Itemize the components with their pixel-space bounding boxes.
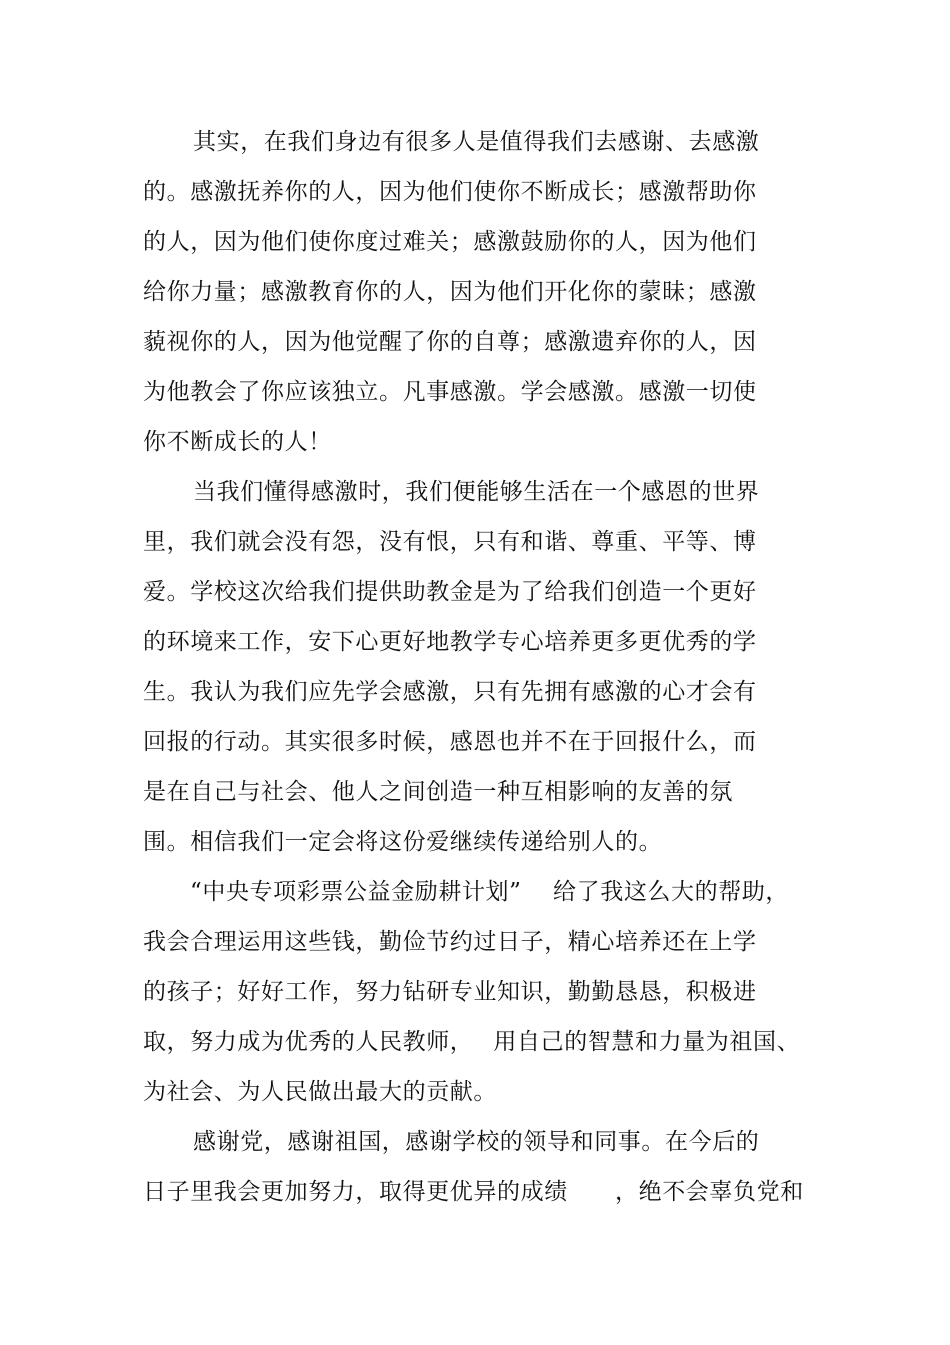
paragraph-3-line-4: 取，努力成为优秀的人民教师， 用自己的智慧和力量为祖国、 [143,1029,801,1055]
paragraph-2-line-1: 当我们懂得感激时，我们便能够生活在一个感恩的世界 [193,479,760,505]
paragraph-1-line-2: 的。感激抚养你的人，因为他们使你不断成长；感激帮助你 [143,179,757,205]
paragraph-3-line-2: 我会合理运用这些钱，勤俭节约过日子，精心培养还在上学 [143,929,757,955]
paragraph-4-line-2: 日子里我会更加努力，取得更优异的成绩 ，绝不会辜负党和 [143,1179,804,1205]
paragraph-2-line-4: 的环境来工作，安下心更好地教学专心培养更多更优秀的学 [143,629,757,655]
paragraph-3-line-3: 的孩子；好好工作，努力钻研专业知识，勤勤恳恳，积极进 [143,979,757,1005]
paragraph-3-line-5: 为社会、为人民做出最大的贡献。 [143,1079,497,1105]
paragraph-4-line-1: 感谢党，感谢祖国，感谢学校的领导和同事。在今后的 [193,1129,760,1155]
paragraph-2-line-5: 生。我认为我们应先学会感激，只有先拥有感激的心才会有 [143,679,757,705]
paragraph-2-line-3: 爱。学校这次给我们提供助教金是为了给我们创造一个更好 [143,579,757,605]
paragraph-1-line-1: 其实，在我们身边有很多人是值得我们去感谢、去感激 [193,129,760,155]
paragraph-1-line-5: 藐视你的人，因为他觉醒了你的自尊；感激遗弃你的人，因 [143,329,757,355]
paragraph-1-line-4: 给你力量；感激教育你的人，因为他们开化你的蒙昧；感激 [143,279,757,305]
paragraph-2-line-6: 回报的行动。其实很多时候，感恩也并不在于回报什么，而 [143,729,757,755]
paragraph-2-line-7: 是在自己与社会、他人之间创造一种互相影响的友善的氛 [143,779,733,805]
paragraph-1-line-6: 为他教会了你应该独立。凡事感激。学会感激。感激一切使 [143,379,757,405]
paragraph-1-line-7: 你不断成长的人！ [143,429,332,455]
paragraph-1-line-3: 的人，因为他们使你度过难关；感激鼓励你的人，因为他们 [143,229,757,255]
paragraph-3-line-1: “中央专项彩票公益金励耕计划” 给了我这么大的帮助， [190,879,790,905]
paragraph-2-line-8: 围。相信我们一定会将这份爱继续传递给别人的。 [143,829,663,855]
paragraph-2-line-2: 里，我们就会没有怨，没有恨，只有和谐、尊重、平等、博 [143,529,757,555]
